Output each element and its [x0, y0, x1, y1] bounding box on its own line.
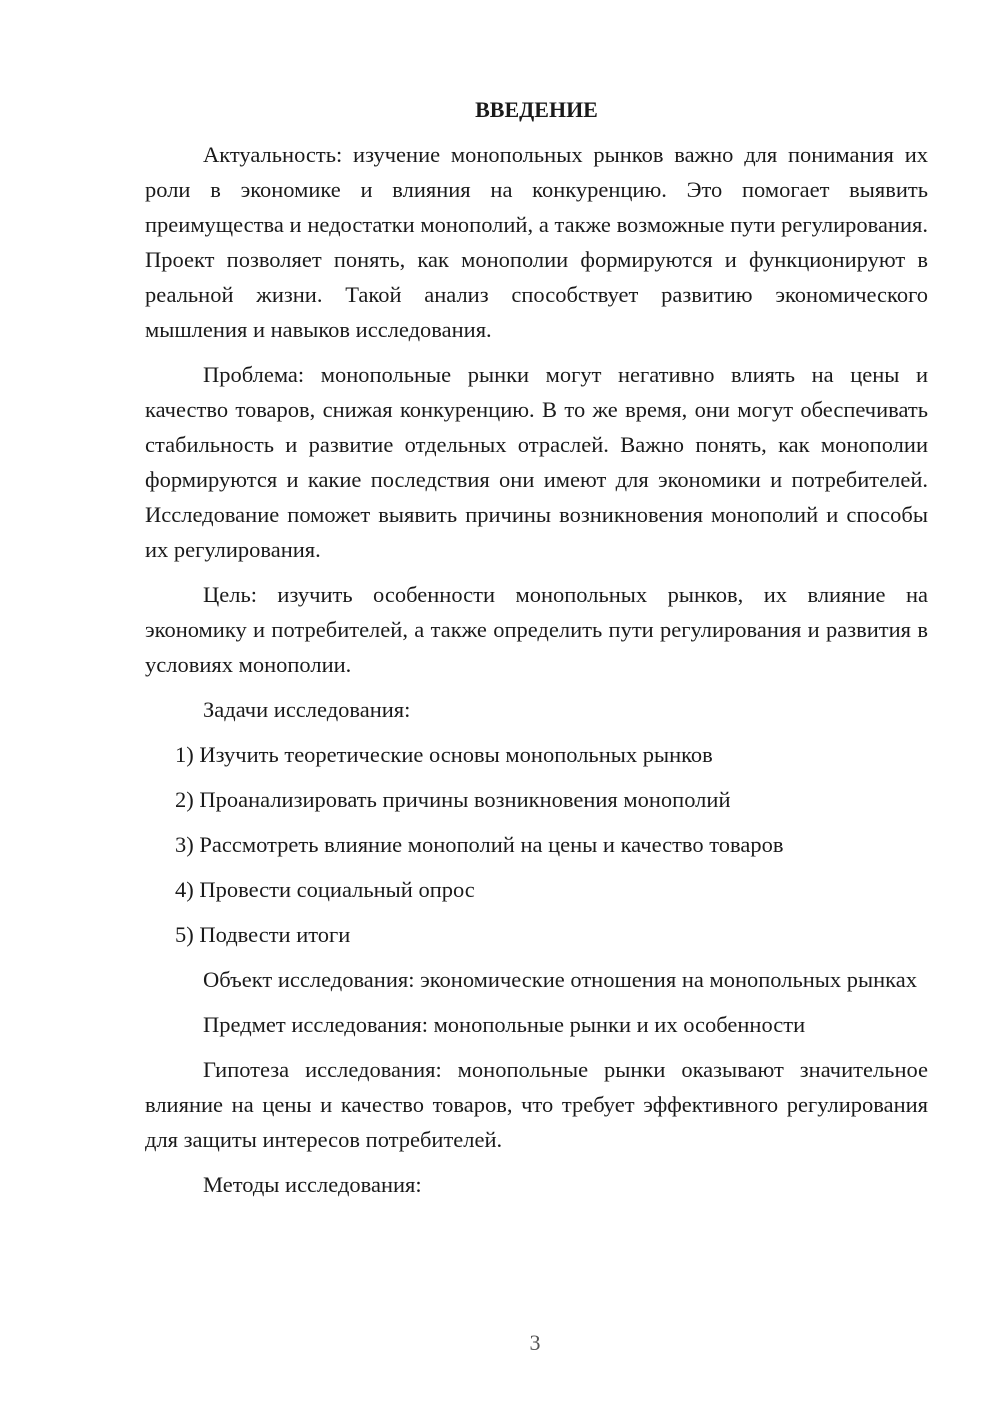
hypothesis-paragraph: Гипотеза исследования: монопольные рынки оказывают значительное влияние на цены и качество товаров, что требует эффективного регулирования для защиты интересов потребителей. [145, 1057, 928, 1152]
subject-paragraph: Предмет исследования: монопольные рынки и их особенности [203, 1012, 806, 1037]
list-item: 2) Проанализировать причины возникновения монополий [175, 787, 731, 812]
page-number: 3 [529, 1330, 541, 1355]
list-item: 1) Изучить теоретические основы монопольных рынков [175, 742, 713, 767]
list-item: 5) Подвести итоги [175, 922, 351, 947]
list-item: 3) Рассмотреть влияние монополий на цены и качество товаров [175, 832, 784, 857]
section-title: ВВЕДЕНИЕ [475, 97, 598, 122]
problem-paragraph: Проблема: монопольные рынки могут негативно влиять на цены и качество товаров, снижая конкуренцию. В то же время, они могут обеспечивать стабильность и развитие отдельных отраслей. Важно понять, как монополии формируются и какие последствия они имеют для экономики и потребителей. Исследование поможет выявить причины возникновения монополий и способы их регулирования. [145, 362, 928, 562]
list-item: 4) Провести социальный опрос [175, 877, 475, 902]
tasks-list [145, 737, 928, 952]
methods-paragraph: Методы исследования: [203, 1172, 422, 1197]
tasks-heading: Задачи исследования: [203, 697, 411, 722]
object-paragraph: Объект исследования: экономические отношения на монопольных рынках [203, 967, 918, 992]
document-page [145, 95, 928, 1212]
goal-paragraph: Цель: изучить особенности монопольных рынков, их влияние на экономику и потребителей, а также определить пути регулирования и развития в условиях монополии. [145, 582, 928, 677]
relevance-paragraph: Актуальность: изучение монопольных рынков важно для понимания их роли в экономике и влияния на конкуренцию. Это помогает выявить преимущества и недостатки монополий, а также возможные пути регулирования. Проект позволяет понять, как монополии формируются и функционируют в реальной жизни. Такой анализ способствует развитию экономического мышления и навыков исследования. [145, 142, 928, 342]
